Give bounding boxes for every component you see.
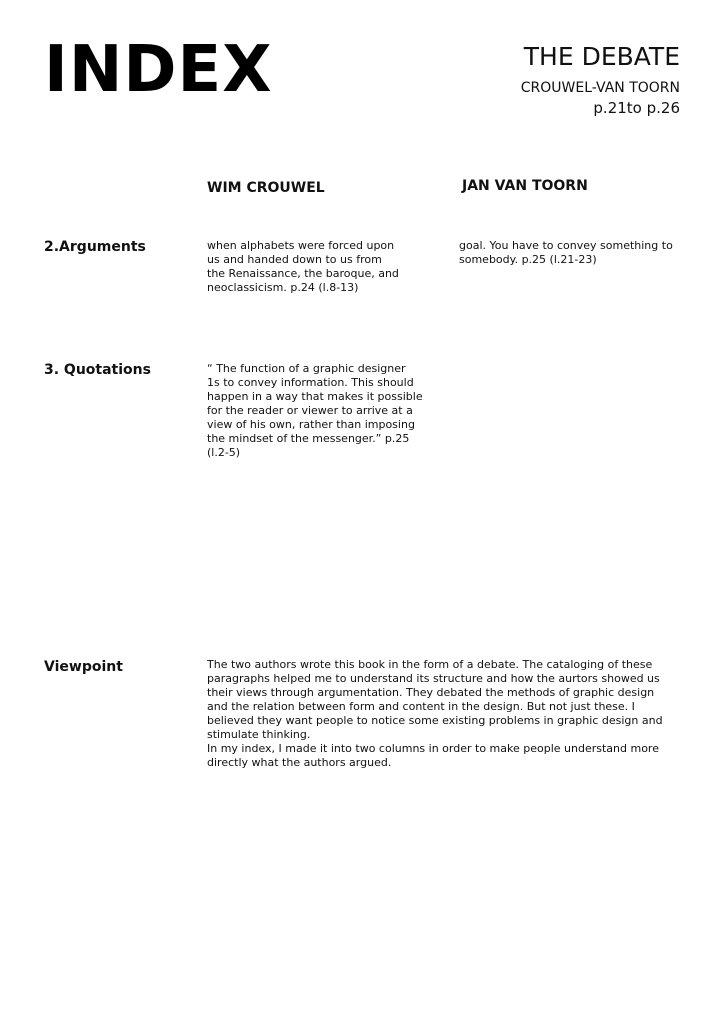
page-range: p.21to p.26: [593, 99, 680, 117]
section-label-viewpoint: Viewpoint: [44, 659, 123, 675]
column-header-crouwel: WIM CROUWEL: [207, 180, 325, 196]
quotation-crouwel-text: “ The function of a graphic designer 1s to convey information. This should happen in a way that makes it possible for the reader or viewer to arrive at a view of his own, rather than imposing the mindset of the messenger.” p.25 (l.2-5): [207, 362, 423, 459]
arguments-crouwel-text: when alphabets were forced upon us and handed down to us from the Renaissance, the baroque, and neoclassicism. p.24 (l.8-13): [207, 239, 399, 294]
debate-title: THE DEBATE: [523, 42, 680, 71]
viewpoint-text: The two authors wrote this book in the form of a debate. The cataloging of these paragraphs helped me to understand its structure and how the aurtors showed us their views through argumentation. They debated the methods of graphic design and the relation between form and content in the design. But not just these. I believed they want people to notice some existing problems in graphic design and stimulate thinking. In my index, I made it into two columns in order to make people understand more directly what the authors argued.: [207, 658, 663, 769]
authors-subtitle: CROUWEL-VAN TOORN: [520, 80, 680, 96]
section-label-arguments: 2.Arguments: [44, 239, 146, 255]
index-title: INDEX: [44, 33, 273, 107]
arguments-van-toorn-text: goal. You have to convey something to somebody. p.25 (l.21-23): [459, 239, 673, 266]
section-label-quotations: 3. Quotations: [44, 362, 151, 378]
column-header-van-toorn: JAN VAN TOORN: [462, 178, 588, 194]
